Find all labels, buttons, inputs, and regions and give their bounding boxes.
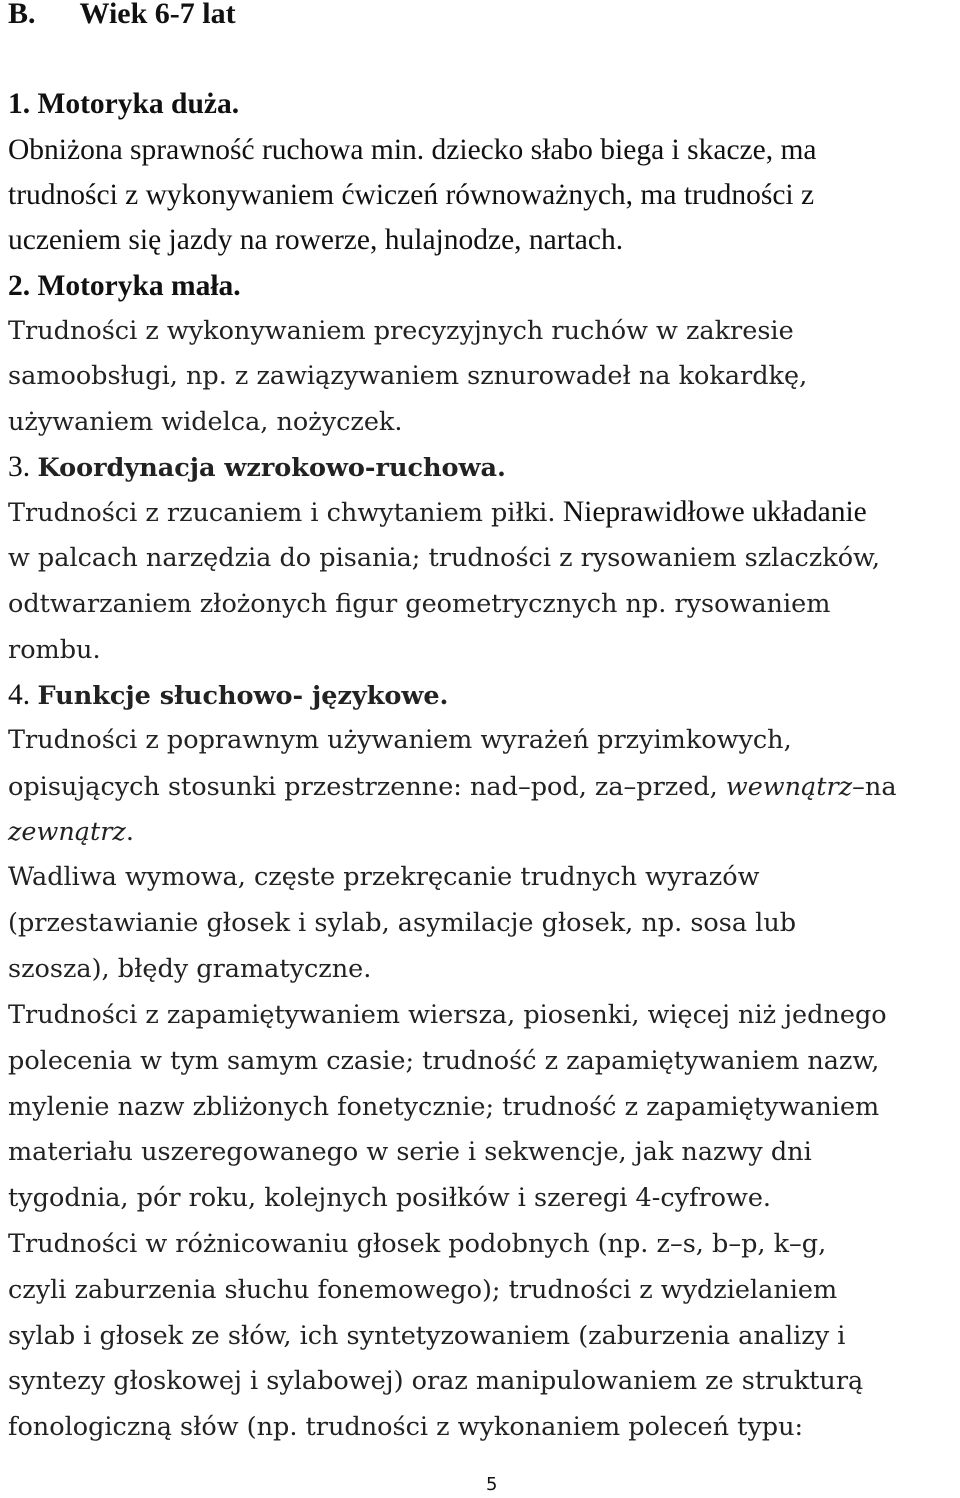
subsection-title-3 xyxy=(8,449,506,486)
text-line: trudności z wykonywaniem ćwiczeń równoważnych, ma trudności z xyxy=(8,179,815,211)
text-segment-italic: wewnątrz– xyxy=(717,772,865,802)
text-line xyxy=(8,768,897,805)
text-line: w palcach narzędzia do pisania; trudności z rysowaniem szlaczków, xyxy=(8,543,880,573)
text-line: Trudności z poprawnym używaniem wyrażeń przyimkowych, xyxy=(8,725,792,755)
text-line xyxy=(8,813,134,850)
text-line: syntezy głoskowej i sylabowej) oraz manipulowaniem ze strukturą xyxy=(8,1366,864,1396)
subsection-number: 4. xyxy=(8,679,31,711)
heading-title: Wiek 6-7 lat xyxy=(79,0,236,30)
text-line: tygodnia, pór roku, kolejnych posiłków i szeregi 4-cyfrowe. xyxy=(8,1183,772,1213)
text-line: uczeniem się jazdy na rowerze, hulajnodze, nartach. xyxy=(8,224,624,256)
text-line: fonologiczną słów (np. trudności z wykonaniem poleceń typu: xyxy=(8,1412,804,1442)
text-segment: na xyxy=(864,772,897,802)
text-line: Trudności z zapamiętywaniem wiersza, piosenki, więcej niż jednego xyxy=(8,1000,887,1030)
text-segment: Trudności z rzucaniem i chwytaniem piłki. xyxy=(8,498,556,528)
text-segment: Nieprawidłowe układanie xyxy=(555,496,867,528)
text-line: (przestawianie głosek i sylab, asymilacje głosek, np. sosa lub xyxy=(8,908,797,938)
section-heading xyxy=(8,0,236,32)
text-line: Trudności w różnicowaniu głosek podobnych (np. z–s, b–p, k–g, xyxy=(8,1229,827,1259)
text-line xyxy=(8,494,867,531)
text-line: Obniżona sprawność ruchowa min. dziecko słabo biega i skacze, ma xyxy=(8,134,817,166)
subsection-title-4 xyxy=(8,677,448,714)
text-line: Trudności z wykonywaniem precyzyjnych ruchów w zakresie xyxy=(8,316,794,346)
subsection-title-1: 1. Motoryka duża. xyxy=(8,88,240,120)
text-segment-italic: zewnątrz xyxy=(8,817,126,847)
text-segment: . xyxy=(125,817,134,847)
heading-letter: B. xyxy=(8,0,36,30)
text-segment: opisujących stosunki przestrzenne: nad–pod, za–przed, xyxy=(8,772,718,802)
text-line: używaniem widelca, nożyczek. xyxy=(8,407,403,437)
text-line: Wadliwa wymowa, częste przekręcanie trudnych wyrazów xyxy=(8,862,760,892)
text-line: samoobsługi, np. z zawiązywaniem sznurowadeł na kokardkę, xyxy=(8,361,808,391)
subsection-title-text: Funkcje słuchowo- językowe. xyxy=(37,681,449,711)
text-line: sylab i głosek ze słów, ich syntetyzowaniem (zaburzenia analizy i xyxy=(8,1321,846,1351)
page-number: 5 xyxy=(486,1474,498,1495)
subsection-number: 3. xyxy=(8,451,31,483)
text-line: szosza), błędy gramatyczne. xyxy=(8,954,372,984)
text-line: polecenia w tym samym czasie; trudność z zapamiętywaniem nazw, xyxy=(8,1046,880,1076)
subsection-title-text: Koordynacja wzrokowo-ruchowa. xyxy=(37,453,506,483)
subsection-title-2: 2. Motoryka mała. xyxy=(8,270,241,302)
text-line: odtwarzaniem złożonych figur geometrycznych np. rysowaniem xyxy=(8,589,831,619)
text-line: materiału uszeregowanego w serie i sekwencje, jak nazwy dni xyxy=(8,1137,812,1167)
text-line: mylenie nazw zbliżonych fonetycznie; trudność z zapamiętywaniem xyxy=(8,1092,880,1122)
text-line: rombu. xyxy=(8,635,101,665)
text-line: czyli zaburzenia słuchu fonemowego); trudności z wydzielaniem xyxy=(8,1275,838,1305)
